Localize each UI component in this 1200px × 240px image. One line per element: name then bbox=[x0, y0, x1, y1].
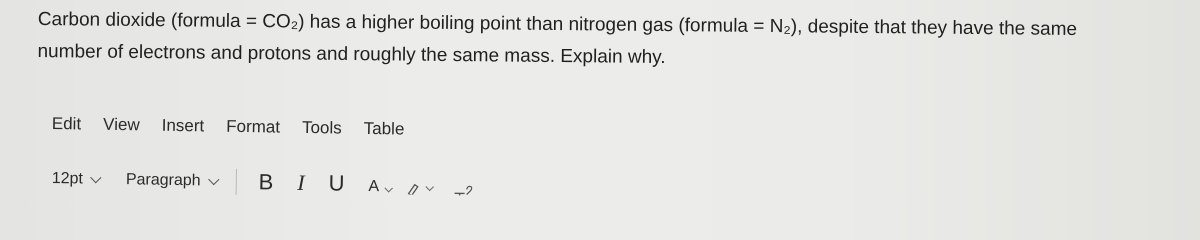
bold-button[interactable]: B bbox=[258, 169, 274, 195]
text-color-button[interactable] bbox=[368, 172, 392, 196]
chevron-down-icon bbox=[208, 173, 219, 184]
italic-button[interactable]: I bbox=[297, 169, 305, 195]
highlight-icon bbox=[406, 181, 420, 195]
block-format-select[interactable] bbox=[126, 171, 218, 190]
menu-view[interactable]: View bbox=[102, 114, 140, 135]
block-format-value: Paragraph bbox=[125, 171, 201, 190]
chevron-down-icon bbox=[90, 172, 101, 183]
menu-table[interactable]: Table bbox=[363, 118, 405, 139]
highlight-color-button[interactable] bbox=[406, 175, 433, 195]
font-size-value: 12pt bbox=[51, 169, 84, 188]
superscript-icon bbox=[453, 181, 475, 195]
editor-menubar bbox=[52, 114, 427, 140]
chevron-down-icon bbox=[385, 184, 393, 192]
chevron-down-icon bbox=[426, 183, 434, 191]
text-color-icon: A bbox=[368, 177, 380, 196]
editor-toolbar bbox=[52, 166, 490, 199]
menu-insert[interactable]: Insert bbox=[161, 115, 205, 136]
font-size-select[interactable] bbox=[52, 170, 100, 189]
question-line-1: Carbon dioxide (formula = CO₂) has a higher boiling point than nitrogen gas (formula = N₂), despite that they have the same bbox=[37, 8, 1078, 40]
superscript-button[interactable] bbox=[453, 175, 475, 195]
underline-button[interactable]: U bbox=[328, 170, 345, 196]
question-line-2: number of electrons and protons and roughly the same mass. Explain why. bbox=[37, 40, 666, 69]
question-text bbox=[37, 4, 1198, 79]
toolbar-divider bbox=[235, 169, 236, 195]
menu-format[interactable]: Format bbox=[226, 116, 281, 137]
menu-tools[interactable]: Tools bbox=[301, 117, 342, 138]
menu-edit[interactable]: Edit bbox=[51, 114, 82, 134]
